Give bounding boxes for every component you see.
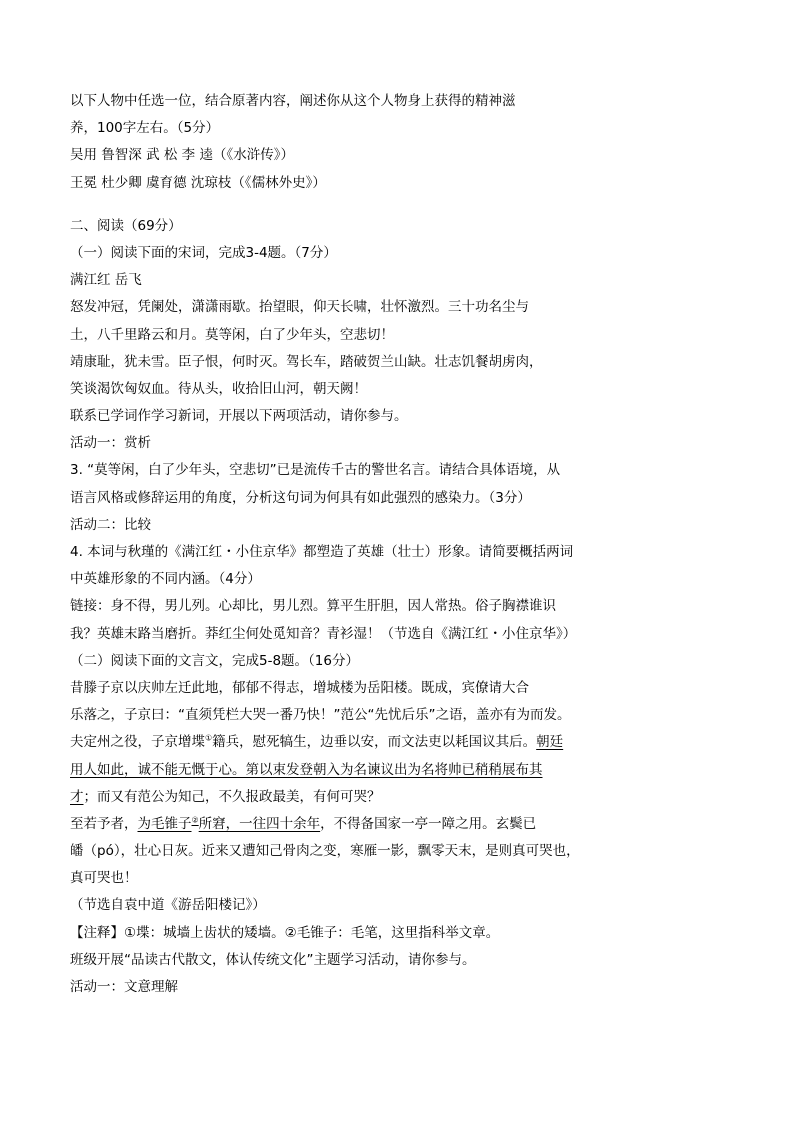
question-3-line-1: 3. “莫等闲，白了少年头，空悲切”已是流传千古的警世名言。请结合具体语境，从: [70, 462, 561, 479]
underlined-phrase: 所窘，一往四十余年: [198, 815, 321, 832]
footnote-marker-1: ①: [205, 733, 213, 743]
subsection-heading-prose: （二）阅读下面的文言文，完成5-8题。（16分）: [70, 652, 359, 669]
question-4-line-2: 中英雄形象的不同内涵。（4分）: [70, 571, 261, 588]
link-text-line-2: 我？英雄末路当磨折。莽红尘何处觅知音？青衫湿！（节选自《满江红・小住京华》）: [70, 625, 577, 642]
prose-text: 籍兵，慰死犒生，边垂以安，而文法吏以耗国议其后。: [212, 734, 537, 751]
poem-line-4: 笑谈渴饮匈奴血。待从头，收拾旧山河，朝天阙！: [70, 380, 367, 397]
section-heading-reading: 二、阅读（69分）: [70, 217, 182, 234]
character-list-rulin: 王冕 杜少卿 虞育德 沈琼枝（《儒林外史》）: [70, 174, 326, 191]
prose-line-6: [70, 815, 750, 833]
underlined-sentence: 朝廷: [536, 734, 564, 751]
prose-line-5: [70, 788, 750, 806]
prose-line-8: 真可哭也！: [70, 870, 138, 887]
poem-line-2: 土，八千里路云和月。莫等闲，白了少年头，空悲切！: [70, 326, 394, 343]
question-prompt-line-2: 养，100字左右。（5分）: [70, 120, 220, 137]
poem-line-1: 怒发冲冠，凭阑处，潇潇雨歇。抬望眼，仰天长啸，壮怀激烈。三十功名尘与: [70, 299, 529, 316]
question-prompt-line-1: 以下人物中任选一位，结合原著内容，阐述你从这个人物身上获得的精神滋: [70, 93, 516, 109]
prose-line-4: [70, 761, 750, 779]
underlined-sentence: 才: [70, 788, 84, 805]
prose-text: 夫定州之役，子京增堞: [70, 734, 205, 751]
subsection-heading-poem: （一）阅读下面的宋词，完成3-4题。（7分）: [70, 244, 337, 261]
footnote-marker-2: ②: [191, 815, 199, 825]
question-4-line-1: 4. 本词与秋瑾的《满江红・小住京华》都塑造了英雄（壮士）形象。请简要概括两词: [70, 544, 574, 560]
activity-one-comprehension: 活动一：文意理解: [70, 979, 178, 995]
prose-text: 至若予者，: [70, 815, 138, 832]
underlined-phrase: 为毛锥子: [137, 815, 192, 832]
poem-title: 满江红 岳飞: [70, 272, 142, 289]
prose-line-7: 皤（pó），壮心日灰。近来又遭知己骨肉之变，寒雁一影，飘零天末，是则真可哭也，: [70, 843, 580, 860]
prose-line-2: 乐落之，子京曰：“直须凭栏大哭一番乃快！”范公“先忧后乐”之语，盖亦有为而发。: [70, 707, 571, 724]
activity-intro: 联系已学词作学习新词，开展以下两项活动，请你参与。: [70, 408, 408, 425]
character-list-shuihu: 吴用 鲁智深 武 松 李 逵（《水浒传》）: [70, 147, 294, 164]
prose-line-1: 昔滕子京以庆帅左迁此地，郁郁不得志，增城楼为岳阳楼。既成，宾僚请大合: [70, 679, 529, 696]
activity-two-heading: 活动二：比较: [70, 516, 151, 533]
prose-line-3: [70, 733, 750, 751]
source-citation: （节选自袁中道《游岳阳楼记》）: [70, 897, 266, 914]
poem-line-3: 靖康耻，犹未雪。臣子恨，何时灭。驾长车，踏破贺兰山缺。壮志饥餐胡虏肉，: [70, 353, 543, 370]
underlined-sentence: 用人如此，诚不能无慨于心。第以束发登朝入为名谏议出为名将帅已稍稍展布其: [70, 761, 543, 778]
link-text-line-1: 链接：身不得，男儿列。心却比，男儿烈。算平生肝胆，因人常热。俗子胸襟谁识: [70, 598, 556, 615]
prose-text: ，不得备国家一亭一障之用。玄鬓已: [320, 815, 537, 832]
document-page: [70, 92, 750, 1005]
class-activity-intro: 班级开展“品读古代散文，体认传统文化”主题学习活动，请你参与。: [70, 951, 476, 968]
prose-text: ；而又有范公为知己，不久报政最美，有何可哭？: [83, 788, 381, 805]
activity-one-heading: 活动一：赏析: [70, 435, 151, 452]
question-3-line-2: 语言风格或修辞运用的角度，分析这句词为何具有如此强烈的感染力。（3分）: [70, 489, 531, 506]
annotation-notes: 【注释】①堞：城墙上齿状的矮墙。②毛锥子：毛笔，这里指科举文章。: [70, 924, 500, 941]
section-gap: [70, 201, 750, 217]
